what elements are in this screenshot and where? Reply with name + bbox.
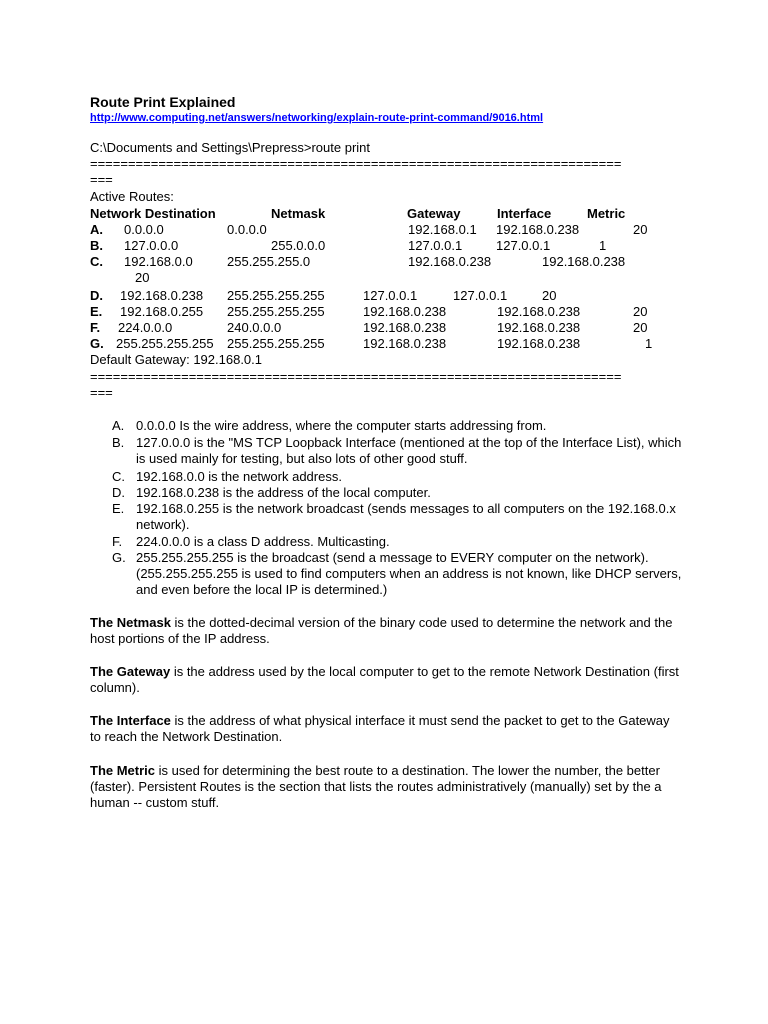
route-destination: 255.255.255.255	[116, 336, 214, 351]
default-gateway: Default Gateway: 192.168.0.1	[90, 352, 263, 367]
list-letter: A.	[112, 418, 125, 433]
route-letter: C.	[90, 254, 103, 269]
list-text: 224.0.0.0 is a class D address. Multicasting.	[136, 534, 390, 549]
route-destination: 192.168.0.0	[124, 254, 193, 269]
header-interface: Interface	[497, 206, 552, 221]
separator-tail: ===	[90, 172, 113, 187]
route-netmask: 255.255.255.255	[227, 336, 325, 351]
route-letter: D.	[90, 288, 103, 303]
definition-term: The Netmask	[90, 615, 171, 630]
definition-text: is the address used by the local computer to get to the remote Network Destination (first column).	[90, 664, 679, 695]
command-prompt: C:\Documents and Settings\Prepress>route print	[90, 140, 371, 155]
list-text: 255.255.255.255 is the broadcast (send a message to EVERY computer on the network). (255.255.255.255 is used to find computers when an address is not known, like DHCP servers, and even before the local IP is determined.)	[136, 550, 682, 597]
list-letter: C.	[112, 469, 125, 484]
route-netmask: 255.255.255.255	[227, 304, 325, 319]
separator-tail: ===	[90, 385, 113, 400]
list-text: 192.168.0.0 is the network address.	[136, 469, 342, 484]
route-netmask: 0.0.0.0	[227, 222, 267, 237]
header-metric: Metric	[587, 206, 626, 221]
route-interface: 192.168.0.238	[496, 222, 580, 237]
separator-line: ======================================================================	[90, 369, 622, 384]
definition-metric	[90, 763, 680, 811]
route-gateway: 127.0.0.1	[363, 288, 418, 303]
list-text: 192.168.0.238 is the address of the local computer.	[136, 485, 431, 500]
separator-line: ======================================================================	[90, 156, 622, 171]
active-routes-label: Active Routes:	[90, 189, 174, 204]
list-letter: B.	[112, 435, 125, 450]
list-letter: E.	[112, 501, 125, 516]
route-gateway: 192.168.0.238	[363, 336, 447, 351]
route-metric: 1	[599, 238, 607, 253]
definition-text: is the dotted-decimal version of the binary code used to determine the network and the host portions of the IP address.	[90, 615, 673, 646]
route-metric: 20	[135, 270, 150, 285]
list-letter: F.	[112, 534, 123, 549]
list-letter: G.	[112, 550, 126, 565]
route-letter: B.	[90, 238, 103, 253]
route-letter: G.	[90, 336, 104, 351]
page-title: Route Print Explained	[90, 94, 236, 110]
route-metric: 1	[645, 336, 653, 351]
header-netmask: Netmask	[271, 206, 326, 221]
definition-text: is used for determining the best route to a destination. The lower the number, the better (faster). Persistent Routes is the section that lists the routes administratively (manually) set by the a human -- custom stuff.	[90, 763, 662, 810]
route-metric: 20	[542, 288, 557, 303]
route-interface: 192.168.0.238	[497, 304, 581, 319]
route-destination: 192.168.0.255	[120, 304, 204, 319]
route-gateway: 192.168.0.238	[363, 304, 447, 319]
list-text: 0.0.0.0 Is the wire address, where the computer starts addressing from.	[136, 418, 547, 433]
route-metric: 20	[633, 320, 648, 335]
route-destination: 0.0.0.0	[124, 222, 164, 237]
list-text: 192.168.0.255 is the network broadcast (sends messages to all computers on the 192.168.0.x network).	[136, 501, 676, 532]
route-gateway: 192.168.0.238	[363, 320, 447, 335]
definition-term: The Gateway	[90, 664, 171, 679]
definition-term: The Interface	[90, 713, 171, 728]
route-letter: F.	[90, 320, 101, 335]
route-netmask: 255.255.255.0	[227, 254, 311, 269]
route-metric: 20	[633, 304, 648, 319]
definition-gateway	[90, 664, 680, 696]
route-destination: 224.0.0.0	[118, 320, 173, 335]
route-interface: 127.0.0.1	[496, 238, 551, 253]
route-interface: 192.168.0.238	[497, 320, 581, 335]
definition-term: The Metric	[90, 763, 156, 778]
header-gateway: Gateway	[407, 206, 461, 221]
route-interface: 192.168.0.238	[497, 336, 581, 351]
route-interface: 127.0.0.1	[453, 288, 508, 303]
route-netmask: 255.255.255.255	[227, 288, 325, 303]
route-gateway: 127.0.0.1	[408, 238, 463, 253]
route-interface: 192.168.0.238	[542, 254, 626, 269]
route-gateway: 192.168.0.238	[408, 254, 492, 269]
route-gateway: 192.168.0.1	[408, 222, 477, 237]
definition-text: is the address of what physical interface it must send the packet to get to the Gateway to reach the Network Destination.	[90, 713, 670, 744]
list-text: 127.0.0.0 is the "MS TCP Loopback Interface (mentioned at the top of the Interface List), which is used mainly for testing, but also lots of other good stuff.	[136, 435, 682, 466]
route-letter: A.	[90, 222, 103, 237]
list-letter: D.	[112, 485, 125, 500]
route-destination: 127.0.0.0	[124, 238, 179, 253]
route-netmask: 240.0.0.0	[227, 320, 282, 335]
definition-netmask	[90, 615, 680, 647]
source-link[interactable]: http://www.computing.net/answers/networking/explain-route-print-command/9016.html	[90, 112, 544, 124]
route-destination: 192.168.0.238	[120, 288, 204, 303]
header-destination: Network Destination	[90, 206, 216, 221]
definition-interface	[90, 713, 680, 745]
route-metric: 20	[633, 222, 648, 237]
route-netmask: 255.0.0.0	[271, 238, 326, 253]
route-letter: E.	[90, 304, 103, 319]
